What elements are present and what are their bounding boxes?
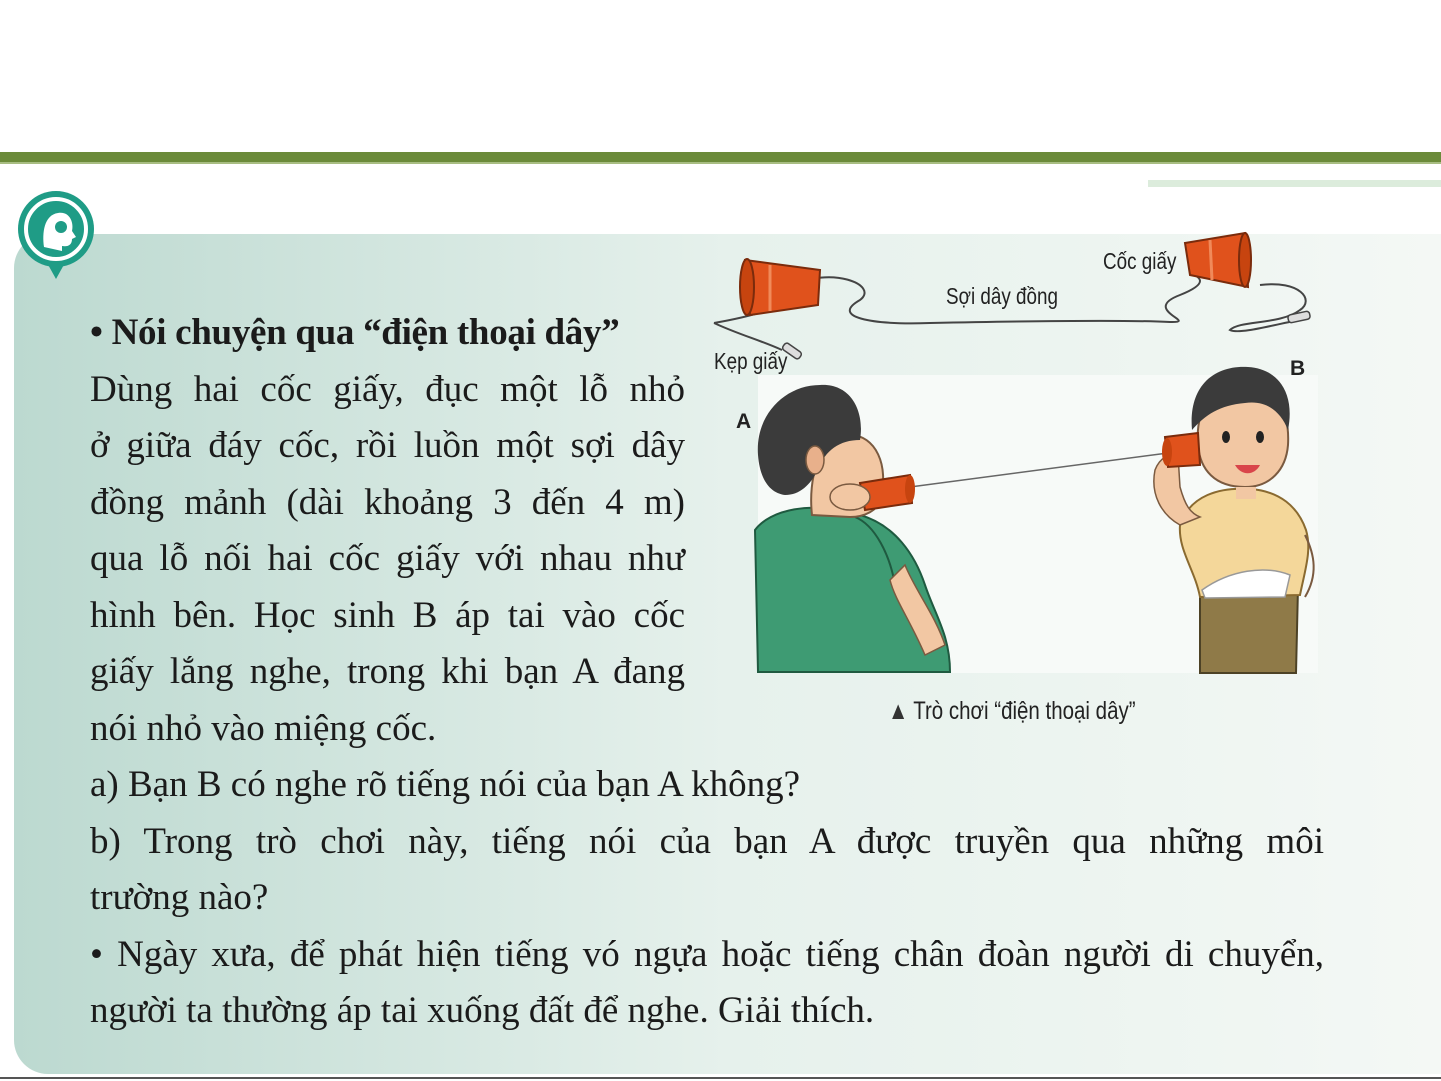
label-student-a: A	[736, 410, 752, 433]
paragraph-line: đồng mảnh (dài khoảng 3 đến 4 m)	[90, 481, 685, 523]
paragraph-line: Dùng hai cốc giấy, đục một lỗ nhỏ	[90, 368, 685, 410]
paragraph-line: hình bên. Học sinh B áp tai vào cốc	[90, 594, 685, 636]
figure-caption	[888, 697, 1136, 726]
question-b-line: b) Trong trò chơi này, tiếng nói của bạn A được truyền qua những môi	[90, 821, 1324, 862]
question-a: a) Bạn B có nghe rõ tiếng nói của bạn A không?	[90, 764, 801, 805]
string-telephone-illustration	[700, 225, 1340, 685]
paragraph-line: nói nhỏ vào miệng cốc.	[90, 707, 437, 749]
paragraph-line: ở giữa đáy cốc, rồi luồn một sợi dây	[90, 425, 685, 466]
section-heading: • Nói chuyện qua “điện thoại dây”	[90, 312, 620, 353]
triangle-icon: ▲	[888, 697, 909, 725]
header-rule	[0, 152, 1441, 162]
paragraph-line: giấy lắng nghe, trong khi bạn A đang	[90, 651, 685, 692]
label-student-b: B	[1290, 357, 1306, 380]
question-b-line: trường nào?	[90, 877, 269, 918]
footer-rule	[0, 1077, 1441, 1079]
paragraph-line: qua lỗ nối hai cốc giấy với nhau như	[90, 538, 685, 579]
label-paper-cup: Cốc giấy	[1103, 248, 1177, 274]
activity-text	[90, 305, 685, 757]
caption-text: Trò chơi “điện thoại dây”	[913, 697, 1136, 725]
header-rule-shadow	[0, 162, 1441, 164]
corner-accent	[1148, 180, 1441, 187]
label-copper-wire: Sợi dây đồng	[946, 283, 1058, 309]
bullet-line: • Ngày xưa, để phát hiện tiếng vó ngựa hoặc tiếng chân đoàn người di chuyển,	[90, 934, 1324, 975]
speaker-head-icon	[16, 189, 96, 284]
bullet-line: người ta thường áp tai xuống đất để nghe. Giải thích.	[90, 990, 875, 1031]
label-paper-clip: Kẹp giấy	[714, 348, 788, 374]
